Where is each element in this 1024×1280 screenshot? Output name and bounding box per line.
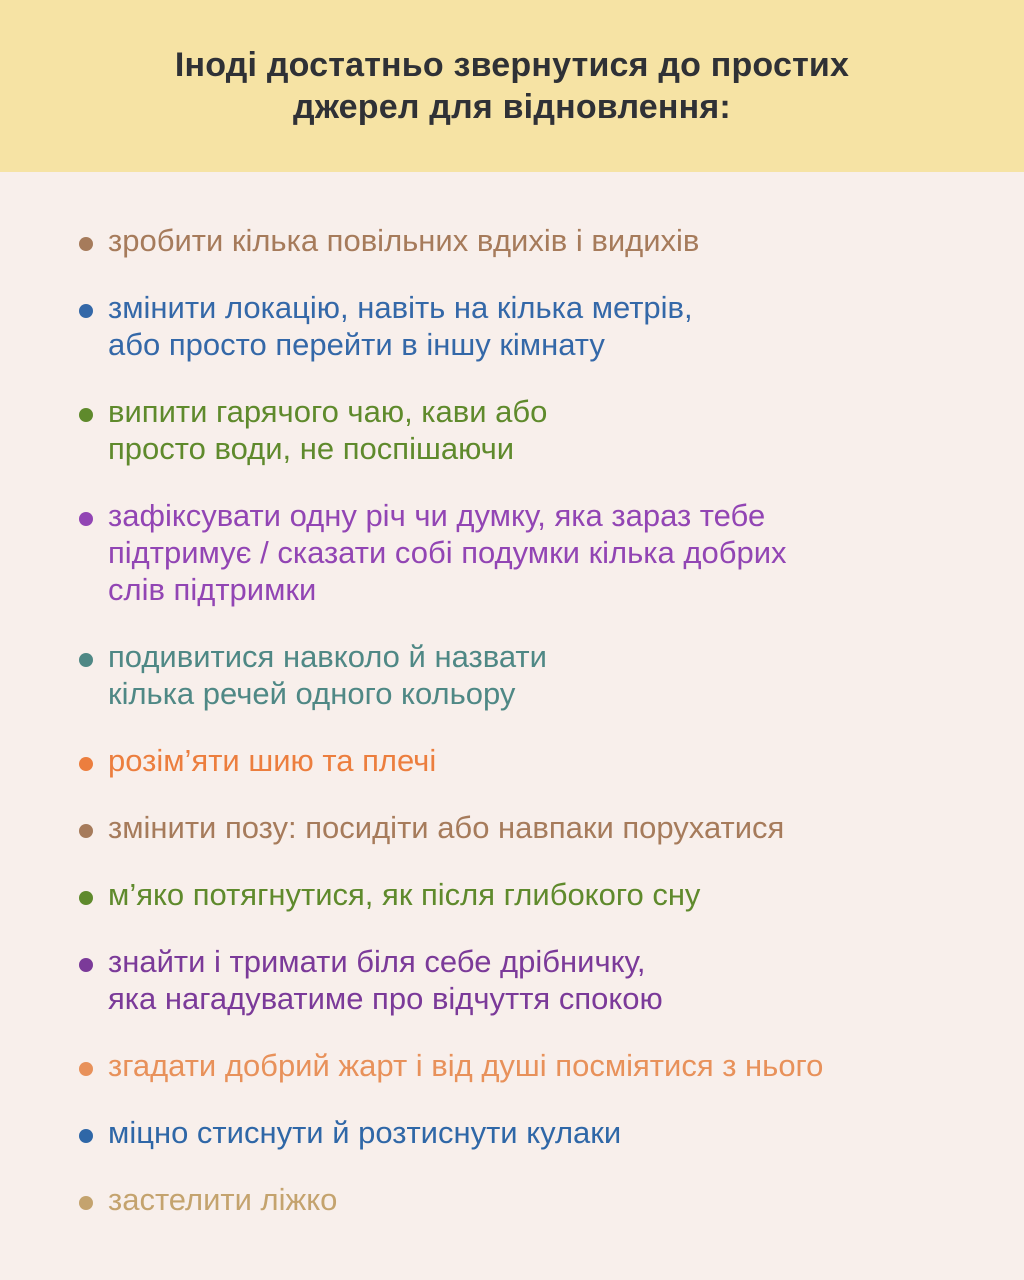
bullet-dot-icon bbox=[79, 653, 93, 667]
bullet-dot-icon bbox=[79, 824, 93, 838]
list-item-text: міцно стиснути й розтиснути кулаки bbox=[108, 1115, 622, 1150]
title-line-2: джерел для відновлення: bbox=[293, 88, 731, 126]
list-item bbox=[78, 393, 978, 467]
list-item-text: слів підтримки bbox=[108, 572, 317, 607]
list-item-text: кілька речей одного кольору bbox=[108, 676, 516, 711]
list-item-text: або просто перейти в іншу кімнату bbox=[108, 327, 605, 362]
bullet-dot-icon bbox=[79, 237, 93, 251]
page-title bbox=[175, 44, 849, 128]
bullet-dot-icon bbox=[79, 304, 93, 318]
recovery-list bbox=[78, 222, 978, 1248]
list-item-text: розім’яти шию та плечі bbox=[108, 743, 437, 778]
bullet-dot-icon bbox=[79, 757, 93, 771]
list-item-text: м’яко потягнутися, як після глибокого сну bbox=[108, 877, 701, 912]
list-item-text: яка нагадуватиме про відчуття спокою bbox=[108, 981, 663, 1016]
list-item-text: підтримує / сказати собі подумки кілька добрих bbox=[108, 535, 787, 570]
list-item bbox=[78, 1047, 978, 1084]
list-item bbox=[78, 943, 978, 1017]
bullet-dot-icon bbox=[79, 891, 93, 905]
list-item-text: застелити ліжко bbox=[108, 1182, 338, 1217]
list-item-text: зафіксувати одну річ чи думку, яка зараз тебе bbox=[108, 498, 766, 533]
list-item bbox=[78, 638, 978, 712]
list-item-text: згадати добрий жарт і від душі посміятися з нього bbox=[108, 1048, 824, 1083]
list-item-text: змінити позу: посидіти або навпаки порухатися bbox=[108, 810, 785, 845]
list-item bbox=[78, 497, 978, 608]
list-item-text: знайти і тримати біля себе дрібничку, bbox=[108, 944, 646, 979]
list-item-text: змінити локацію, навіть на кілька метрів, bbox=[108, 290, 693, 325]
list-item bbox=[78, 289, 978, 363]
header-banner bbox=[0, 0, 1024, 172]
bullet-dot-icon bbox=[79, 408, 93, 422]
bullet-dot-icon bbox=[79, 512, 93, 526]
list-item bbox=[78, 809, 978, 846]
list-item-text: подивитися навколо й назвати bbox=[108, 639, 547, 674]
list-item-text: випити гарячого чаю, кави або bbox=[108, 394, 548, 429]
bullet-dot-icon bbox=[79, 1062, 93, 1076]
list-item bbox=[78, 222, 978, 259]
bullet-dot-icon bbox=[79, 1196, 93, 1210]
list-item bbox=[78, 742, 978, 779]
bullet-dot-icon bbox=[79, 1129, 93, 1143]
list-item-text: просто води, не поспішаючи bbox=[108, 431, 515, 466]
title-line-1: Іноді достатньо звернутися до простих bbox=[174, 46, 850, 84]
list-item bbox=[78, 876, 978, 913]
list-item-text: зробити кілька повільних вдихів і видихів bbox=[108, 223, 700, 258]
bullet-dot-icon bbox=[79, 958, 93, 972]
list-item bbox=[78, 1114, 978, 1151]
list-item bbox=[78, 1181, 978, 1218]
